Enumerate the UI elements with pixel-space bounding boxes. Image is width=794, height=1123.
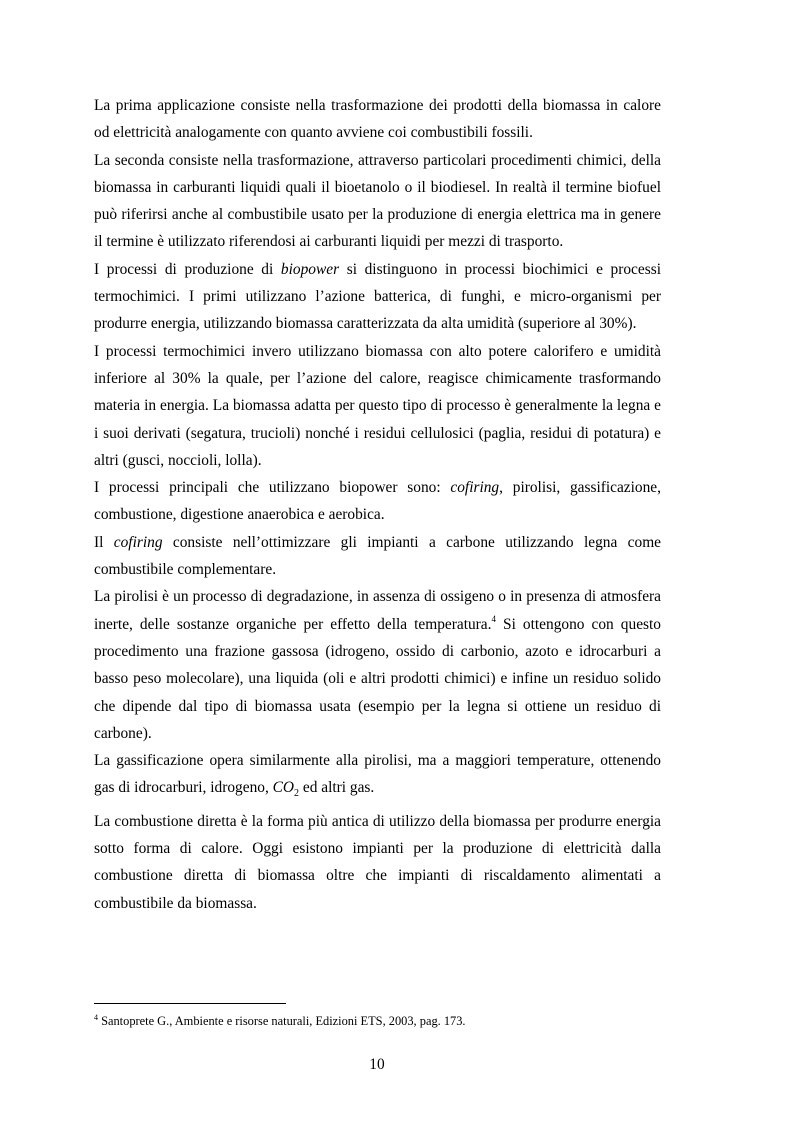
paragraph-5-cofiring-term: cofiring [450, 479, 500, 497]
paragraph-7 [94, 583, 661, 747]
footnote-text: Santoprete G., Ambiente e risorse naturali, Edizioni ETS, 2003, pag. 173. [98, 1014, 466, 1028]
footnote [94, 1013, 466, 1029]
footnote-reference[interactable]: 4 [491, 613, 496, 624]
paragraph-7-text-b: Si ottengono con questo procedimento una frazione gassosa (idrogeno, ossido di carbonio, azoto e idrocarburi a basso peso molecolare), una liquida (oli e altri prodotti chimici) e infine un residuo solido che dipende dal tipo di biomassa usata (esempio per la legna si ottiene un residuo di carbone). [94, 615, 661, 742]
co2-formula-subscript: 2 [294, 788, 300, 800]
paragraph-4 [94, 338, 661, 474]
paragraph-1 [94, 92, 661, 147]
paragraph-3 [94, 256, 661, 338]
paragraph-3-text-a: I processi di produzione di [94, 260, 281, 278]
footnote-separator [94, 1003, 286, 1004]
paragraph-6-cofiring-term: cofiring [113, 533, 163, 551]
paragraph-8 [94, 747, 661, 802]
paragraph-7-text-a: La pirolisi è un processo di degradazione, in assenza di ossigeno o in presenza di atmosfera inerte, delle sostanze organiche per effetto della temperatura. [94, 588, 661, 633]
paragraph-9 [94, 808, 661, 917]
footnote-number: 4 [94, 1013, 98, 1022]
page-number: 10 [369, 1056, 385, 1073]
paragraph-5-text-c: , pirolisi, gassificazione, combustione, digestione anaerobica e aerobica. [94, 479, 661, 524]
co2-formula-base: CO [272, 779, 295, 797]
paragraph-6 [94, 529, 661, 584]
document-body [94, 92, 661, 917]
paragraph-5 [94, 474, 661, 529]
co2-formula [272, 779, 300, 800]
paragraph-6-text-c: consiste nell’ottimizzare gli impianti a carbone utilizzando legna come combustibile complementare. [94, 533, 661, 579]
paragraph-2-text: La seconda consiste nella trasformazione, attraverso particolari procedimenti chimici, della biomassa in carburanti liquidi quali il bioetanolo o il biodiesel. In realtà il termine biofuel può riferirsi anche al combustibile usato per la produzione di energia elettrica ma in genere il termine è utilizzato riferendosi ai carburanti liquidi per mezzi di trasporto. [94, 151, 661, 251]
paragraph-8-text-b: ed altri gas. [299, 779, 375, 797]
paragraph-9-text: La combustione diretta è la forma più antica di utilizzo della biomassa per produrre energia sotto forma di calore. Oggi esistono impianti per la produzione di elettricità dalla combustione diretta di biomassa oltre che impianti di riscaldamento alimentati a combustibile da biomassa. [94, 812, 661, 912]
paragraph-2 [94, 147, 661, 256]
paragraph-8-text-a: La gassificazione opera similarmente alla pirolisi, ma a maggiori temperature, ottenendo gas di idrocarburi, idrogeno, [94, 752, 661, 797]
paragraph-3-biopower-term: biopower [280, 260, 340, 278]
paragraph-1-text: La prima applicazione consiste nella trasformazione dei prodotti della biomassa in calore od elettricità analogamente con quanto avviene coi combustibili fossili. [94, 97, 661, 142]
paragraph-5-text-a: I processi principali che utilizzano biopower sono: [94, 479, 451, 497]
paragraph-3-text-c: si distinguono in processi biochimici e processi termochimici. I primi utilizzano l’azione batterica, di funghi, e micro-organismi per produrre energia, utilizzando biomassa caratterizzata da alta umidità (superiore al 30%). [94, 260, 661, 333]
paragraph-6-text-a: Il [94, 533, 114, 551]
paragraph-4-text: I processi termochimici invero utilizzano biomassa con alto potere calorifero e umidità inferiore al 30% la quale, per l’azione del calore, reagisce chimicamente trasformando materia in energia. La biomassa adatta per questo tipo di processo è generalmente la legna e i suoi derivati (segatura, trucioli) nonché i residui cellulosici (paglia, residui di potatura) e altri (gusci, noccioli, lolla). [94, 342, 661, 469]
